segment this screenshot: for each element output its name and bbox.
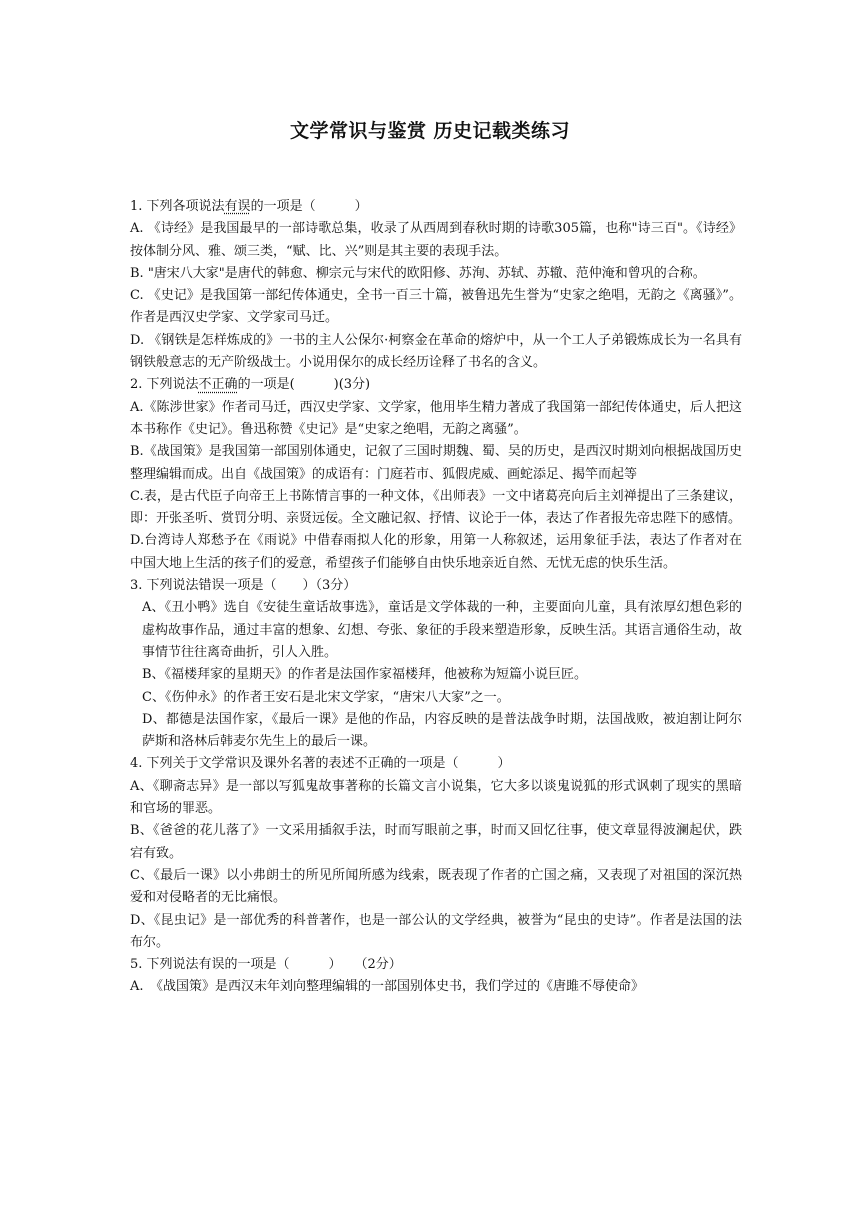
- question-4-option-a: A、《聊斋志异》是一部以写狐鬼故事著称的长篇文言小说集，它大多以谈鬼说狐的形式讽刺了现实的黑暗和官场的罪恶。: [130, 778, 742, 817]
- question-1-stem: 1. 下列各项说法有误的一项是（ ）: [130, 199, 368, 214]
- question-1-option-b: B. "唐宋八大家"是唐代的韩愈、柳宗元与宋代的欧阳修、苏洵、苏轼、苏辙、范仲淹和曾巩的合称。: [130, 265, 706, 281]
- question-1-option-a: A. 《诗经》是我国最早的一部诗歌总集，收录了从西周到春秋时期的诗歌305篇，也称"诗三百"。《诗经》按体制分风、雅、颂三类，“赋、比、兴”则是其主要的表现手法。: [130, 221, 742, 259]
- question-1-option-c: C. 《史记》是我国第一部纪传体通史，全书一百三十篇，被鲁迅先生誉为“史家之绝唱，无韵之《离骚》”。作者是西汉史学家、文学家司马迁。: [130, 288, 742, 326]
- emphasis-mark: 有误: [224, 199, 251, 214]
- question-2-option-c: C.表，是古代臣子向帝王上书陈情言事的一种文体，《出师表》一文中诸葛亮向后主刘禅提出了三条建议，即：开张圣听、赏罚分明、亲贤远佞。全文融记叙、抒情、议论于一体，表达了作者报先帝忠陛下的感情。: [130, 488, 742, 527]
- question-3-stem: 3. 下列说法错误一项是（ ）（3分）: [130, 578, 357, 594]
- page-title: 文学常识与鉴赏 历史记载类练习: [289, 120, 571, 142]
- question-3-option-b: B、《福楼拜家的星期天》的作者是法国作家福楼拜，他被称为短篇小说巨匠。: [142, 667, 588, 683]
- document-body: [130, 196, 742, 999]
- question-4-option-c: C、《最后一课》以小弗朗士的所见所闻所感为线索，既表现了作者的亡国之痛，又表现了对祖国的深沉热爱和对侵略者的无比痛恨。: [130, 867, 742, 906]
- question-4-option-d: D、《昆虫记》是一部优秀的科普著作，也是一部公认的文学经典，被誉为“昆虫的史诗”。作者是法国的法布尔。: [130, 912, 742, 950]
- question-4-stem: 4. 下列关于文学常识及课外名著的表述不正确的一项是（ ）: [130, 756, 511, 772]
- question-5-stem: 5. 下列说法有误的一项是（ ） （2分）: [130, 957, 402, 973]
- question-2-option-b: B.《战国策》是我国第一部国别体通史，记叙了三国时期魏、蜀、吴的历史，是西汉时期刘向根据战国历史整理编辑而成。出自《战国策》的成语有：门庭若市、狐假虎威、画蛇添足、揭竿而起等: [130, 444, 742, 482]
- question-2-stem: 2. 下列说法不正确的一项是( )(3分): [130, 377, 371, 393]
- question-3-option-c: C、《伤仲永》的作者王安石是北宋文学家，“唐宋八大家”之一。: [142, 689, 510, 705]
- question-4-option-b: B、《爸爸的花儿落了》一文采用插叙手法，时而写眼前之事，时而又回忆往事，使文章显得波澜起伏，跌宕有致。: [130, 823, 742, 861]
- question-3-option-a: A、《丑小鸭》选自《安徒生童话故事选》，童话是文学体裁的一种，主要面向儿童，具有浓厚幻想色彩的虚构故事作品，通过丰富的想象、幻想、夸张、象征的手段来塑造形象，反映生活。其语言通俗生动，故事情节往往离奇曲折，引人入胜。: [142, 600, 742, 660]
- question-3-option-d: D、都德是法国作家，《最后一课》是他的作品，内容反映的是普法战争时期，法国战败，被迫割让阿尔萨斯和洛林后韩麦尔先生上的最后一课。: [142, 711, 742, 750]
- question-5-option-a: A. 《战国策》是西汉末年刘向整理编辑的一部国别体史书，我们学过的《唐雎不辱使命》: [130, 979, 645, 995]
- emphasis-mark: 不正确: [198, 377, 238, 393]
- question-1-option-d: D. 《钢铁是怎样炼成的》一书的主人公保尔·柯察金在革命的熔炉中，从一个工人子弟锻炼成长为一名具有钢铁般意志的无产阶级战士。小说用保尔的成长经历诠释了书名的含义。: [130, 332, 742, 371]
- question-2-option-d: D.台湾诗人郑愁予在《雨说》中借春雨拟人化的形象，用第一人称叙述，运用象征手法，表达了作者对在中国大地上生活的孩子们的爱意，希望孩子们能够自由快乐地亲近自然、无忧无虑的快乐生活。: [130, 533, 742, 571]
- question-2-option-a: A.《陈涉世家》作者司马迁，西汉史学家、文学家，他用毕生精力著成了我国第一部纪传体通史，后人把这本书称作《史记》。鲁迅称赞《史记》是“史家之绝唱，无韵之离骚”。: [130, 399, 742, 437]
